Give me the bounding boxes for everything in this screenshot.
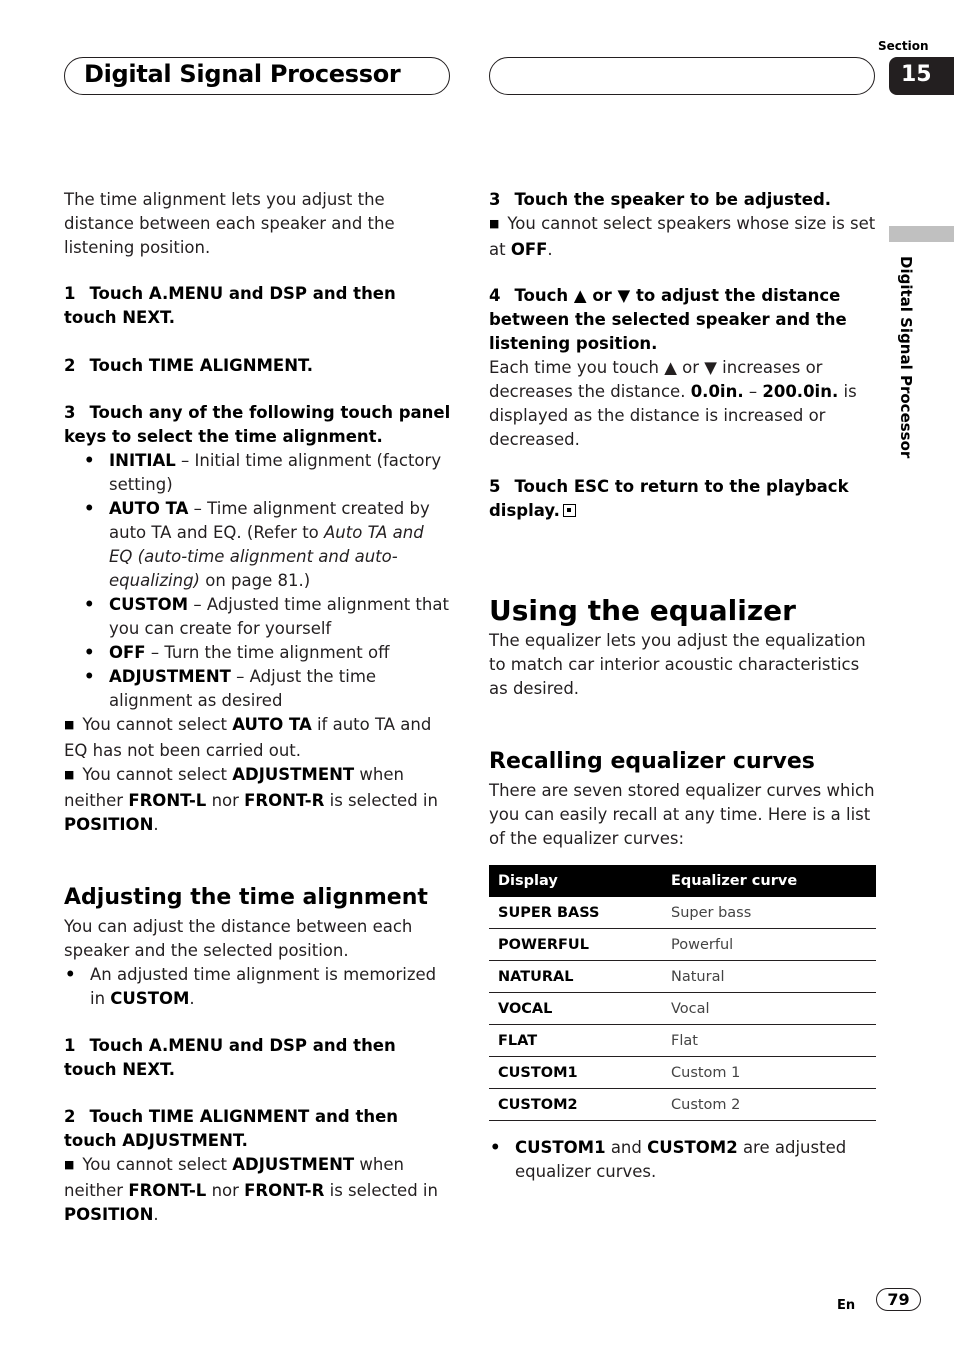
curve-cell: Flat — [662, 1025, 876, 1057]
list-item — [64, 963, 452, 1011]
note-key: OFF — [510, 240, 548, 259]
note-key: FRONT-L — [128, 1181, 207, 1200]
option-desc: – Turn the time alignment off — [145, 643, 390, 662]
note-text: You cannot select — [82, 715, 233, 734]
display-cell: FLAT — [489, 1025, 662, 1057]
note-text: when neither — [64, 1155, 404, 1200]
step-text: Touch the speaker to be adjusted. — [514, 190, 832, 209]
recall-intro: There are seven stored equalizer curves which you can easily recall at any time. Here is a list of the equalizer curves: — [489, 781, 875, 848]
note-square-icon: ■ — [64, 1158, 75, 1171]
step-text: Touch any of the following touch panel keys to select the time alignment. — [64, 403, 451, 446]
table-row — [489, 1057, 876, 1089]
note-key: AUTO TA — [232, 715, 312, 734]
option-desc: – Adjust the time alignment as desired — [109, 667, 377, 710]
list-item — [489, 1136, 877, 1184]
range-min: 0.0in. — [690, 382, 744, 401]
note-text: . — [547, 240, 553, 259]
step-number: 1 — [64, 284, 76, 303]
language-label: En — [837, 1298, 856, 1313]
curve-cell: Vocal — [662, 993, 876, 1025]
side-chapter-label: Digital Signal Processor — [897, 256, 915, 459]
section-label: Section — [878, 39, 929, 53]
equalizer-curves-table — [489, 865, 876, 1121]
note-key: FRONT-R — [244, 1181, 325, 1200]
step-4-body — [489, 356, 877, 452]
note-key: POSITION — [64, 815, 154, 834]
step-number: 5 — [489, 477, 501, 496]
table-row — [489, 961, 876, 993]
note-text: is selected in — [324, 791, 438, 810]
end-of-section-icon — [563, 504, 576, 517]
note-text: is selected in — [324, 1181, 438, 1200]
body-text: Each time you touch ▲ or ▼ increases or decreases the distance. — [489, 358, 823, 401]
table-row — [489, 897, 876, 929]
table-row — [489, 1089, 876, 1121]
step-number: 1 — [64, 1036, 76, 1055]
equalizer-intro: The equalizer lets you adjust the equalization to match car interior acoustic characteristics as desired. — [489, 631, 866, 698]
table-row — [489, 993, 876, 1025]
step-number: 2 — [64, 356, 76, 375]
step-1 — [64, 282, 452, 330]
option-key: INITIAL — [109, 451, 176, 470]
step-text: Touch ▲ or ▼ to adjust the distance between the selected speaker and the listening position. — [489, 286, 847, 353]
option-desc: – Time alignment created by auto TA and EQ. (Refer to — [109, 499, 430, 542]
step-text: Touch A.MENU and DSP and then touch NEXT. — [64, 284, 396, 327]
adjust-step-2 — [64, 1105, 452, 1153]
step-number: 2 — [64, 1107, 76, 1126]
step-text: Touch ESC to return to the playback display. — [489, 477, 849, 520]
step-text: Touch A.MENU and DSP and then touch NEXT. — [64, 1036, 396, 1079]
list-item — [64, 593, 452, 641]
range-max: 200.0in. — [762, 382, 839, 401]
note-square-icon: ■ — [489, 217, 500, 230]
curve-cell: Powerful — [662, 929, 876, 961]
note-text: You cannot select — [82, 765, 233, 784]
display-cell: VOCAL — [489, 993, 662, 1025]
display-cell: SUPER BASS — [489, 897, 662, 929]
note-key: FRONT-R — [244, 791, 325, 810]
step-number: 4 — [489, 286, 501, 305]
curve-cell: Custom 1 — [662, 1057, 876, 1089]
bullet-text: . — [189, 989, 195, 1008]
curve-cell: Super bass — [662, 897, 876, 929]
body-text: is displayed as the distance is increased or decreased. — [489, 382, 857, 449]
bullet-key: CUSTOM1 — [515, 1138, 606, 1157]
option-key: OFF — [109, 643, 146, 662]
note-text: . — [153, 815, 159, 834]
bullet-key: CUSTOM — [110, 989, 190, 1008]
display-cell: NATURAL — [489, 961, 662, 993]
bullet-text: An adjusted time alignment is memorized in — [90, 965, 437, 1008]
page-title: Digital Signal Processor — [84, 60, 401, 88]
option-key: AUTO TA — [109, 499, 189, 518]
note-key: ADJUSTMENT — [232, 1155, 355, 1174]
step-3-speaker — [489, 188, 877, 212]
time-alignment-options — [64, 449, 452, 713]
adjust-note — [64, 1153, 452, 1227]
list-item — [64, 449, 452, 497]
display-cell: POWERFUL — [489, 929, 662, 961]
column-header-display: Display — [489, 865, 662, 897]
note-key: ADJUSTMENT — [232, 765, 355, 784]
curve-cell: Natural — [662, 961, 876, 993]
step-4-distance — [489, 284, 877, 356]
option-key: ADJUSTMENT — [109, 667, 231, 686]
note-square-icon: ■ — [64, 768, 75, 781]
table-header-row — [489, 865, 876, 897]
display-cell: CUSTOM2 — [489, 1089, 662, 1121]
left-column — [64, 188, 452, 1227]
adjust-heading: Adjusting the time alignment — [64, 885, 428, 910]
note-text: if auto TA and EQ has not been carried out. — [64, 715, 432, 760]
list-item — [64, 641, 452, 665]
note-text: You cannot select speakers whose size is set at — [489, 214, 876, 259]
adjust-step-1 — [64, 1034, 452, 1082]
display-cell: CUSTOM1 — [489, 1057, 662, 1089]
note-key: POSITION — [64, 1205, 154, 1224]
note-square-icon: ■ — [64, 718, 75, 731]
recall-heading: Recalling equalizer curves — [489, 749, 815, 774]
step-5-esc — [489, 475, 877, 523]
step-text: Touch TIME ALIGNMENT. — [89, 356, 314, 375]
bullet-key: CUSTOM2 — [647, 1138, 738, 1157]
note-text: . — [153, 1205, 159, 1224]
header-empty-frame — [489, 57, 875, 95]
step-number: 3 — [489, 190, 501, 209]
note-adjustment — [64, 763, 452, 837]
column-header-curve: Equalizer curve — [662, 865, 876, 897]
side-tab-marker — [889, 226, 954, 242]
step-text: Touch TIME ALIGNMENT and then touch ADJUSTMENT. — [64, 1107, 399, 1150]
speaker-note — [489, 212, 877, 262]
cross-reference: Auto TA and EQ (auto-time alignment and auto-equalizing) — [109, 523, 424, 590]
body-text: – — [743, 382, 763, 401]
option-key: CUSTOM — [109, 595, 189, 614]
curve-cell: Custom 2 — [662, 1089, 876, 1121]
step-2 — [64, 354, 452, 378]
note-auto-ta — [64, 713, 452, 763]
adjust-intro: You can adjust the distance between each speaker and the selected position. — [64, 917, 413, 960]
adjust-bullets — [64, 963, 452, 1011]
list-item — [64, 497, 452, 593]
equalizer-heading: Using the equalizer — [489, 594, 796, 627]
bullet-text: and — [605, 1138, 648, 1157]
note-key: FRONT-L — [128, 791, 207, 810]
table-row — [489, 929, 876, 961]
option-desc: – Initial time alignment (factory setting) — [109, 451, 442, 494]
note-text: nor — [206, 1181, 245, 1200]
note-text: when neither — [64, 765, 404, 810]
note-text: You cannot select — [82, 1155, 233, 1174]
section-number: 15 — [889, 57, 954, 95]
option-desc: – Adjusted time alignment that you can create for yourself — [109, 595, 449, 638]
custom-curves-note — [489, 1136, 877, 1184]
bullet-text: are adjusted equalizer curves. — [515, 1138, 847, 1181]
right-column — [489, 188, 877, 1184]
list-item — [64, 665, 452, 713]
step-number: 3 — [64, 403, 76, 422]
option-desc: on page 81.) — [199, 571, 311, 590]
note-text: nor — [206, 791, 245, 810]
table-row — [489, 1025, 876, 1057]
page-number: 79 — [876, 1288, 921, 1311]
intro-paragraph: The time alignment lets you adjust the distance between each speaker and the listening position. — [64, 190, 395, 257]
step-3 — [64, 401, 452, 449]
